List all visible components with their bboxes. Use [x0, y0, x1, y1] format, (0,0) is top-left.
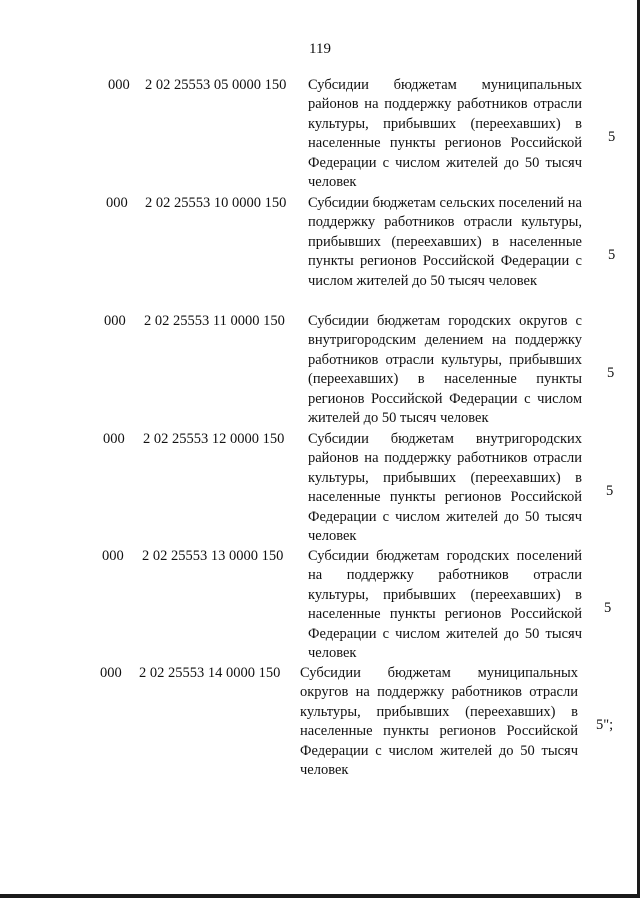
admin-code: 000	[108, 77, 130, 93]
income-description: Субсидии бюджетам городских поселений на поддержку работников отрасли культуры, прибывших (переехавших) в населенные пункты регионов Российской Федерации с числом жителей до 50 тысяч человек	[308, 548, 582, 662]
income-description: Субсидии бюджетам сельских поселений на поддержку работников отрасли культуры, прибывших (переехавших) в населенные пункты регионов Российской Федерации с числом жителей до 50 тысяч человек	[308, 195, 582, 289]
amount-value: 5	[608, 247, 616, 263]
budget-classification-code: 2 02 25553 14 0000 150	[139, 665, 281, 681]
income-description: Субсидии бюджетам муниципальных районов на поддержку работников отрасли культуры, прибывших (переехавших) в населенные пункты регионов Российской Федерации с числом жителей до 50 тысяч человек	[308, 77, 582, 191]
amount-value: 5	[608, 129, 616, 145]
income-description: Субсидии бюджетам городских округов с внутригородским делением на поддержку работников отрасли культуры, прибывших (переехавших) в населенные пункты регионов Российской Федерации с числом жителей до 50 тысяч человек	[308, 313, 582, 427]
admin-code: 000	[103, 431, 125, 447]
amount-value: 5	[604, 600, 612, 616]
admin-code: 000	[100, 665, 122, 681]
income-description: Субсидии бюджетам внутригородских районов на поддержку работников отрасли культуры, прибывших (переехавших) в населенные пункты регионов Российской Федерации с числом жителей до 50 тысяч человек	[308, 431, 582, 545]
admin-code: 000	[104, 313, 126, 329]
budget-classification-code: 2 02 25553 12 0000 150	[143, 431, 285, 447]
budget-classification-code: 2 02 25553 05 0000 150	[145, 77, 287, 93]
budget-classification-code: 2 02 25553 13 0000 150	[142, 548, 284, 564]
income-description: Субсидии бюджетам муниципальных округов на поддержку работников отрасли культуры, прибывших (переехавших) в населенные пункты регионов Российской Федерации с числом жителей до 50 тысяч человек	[300, 665, 578, 779]
budget-classification-code: 2 02 25553 11 0000 150	[144, 313, 285, 329]
admin-code: 000	[102, 548, 124, 564]
page-number: 119	[309, 41, 331, 57]
amount-value: 5	[606, 483, 614, 499]
admin-code: 000	[106, 195, 128, 211]
budget-classification-code: 2 02 25553 10 0000 150	[145, 195, 287, 211]
scan-edge-bottom	[0, 894, 640, 898]
amount-value: 5";	[596, 717, 614, 733]
amount-value: 5	[607, 365, 615, 381]
